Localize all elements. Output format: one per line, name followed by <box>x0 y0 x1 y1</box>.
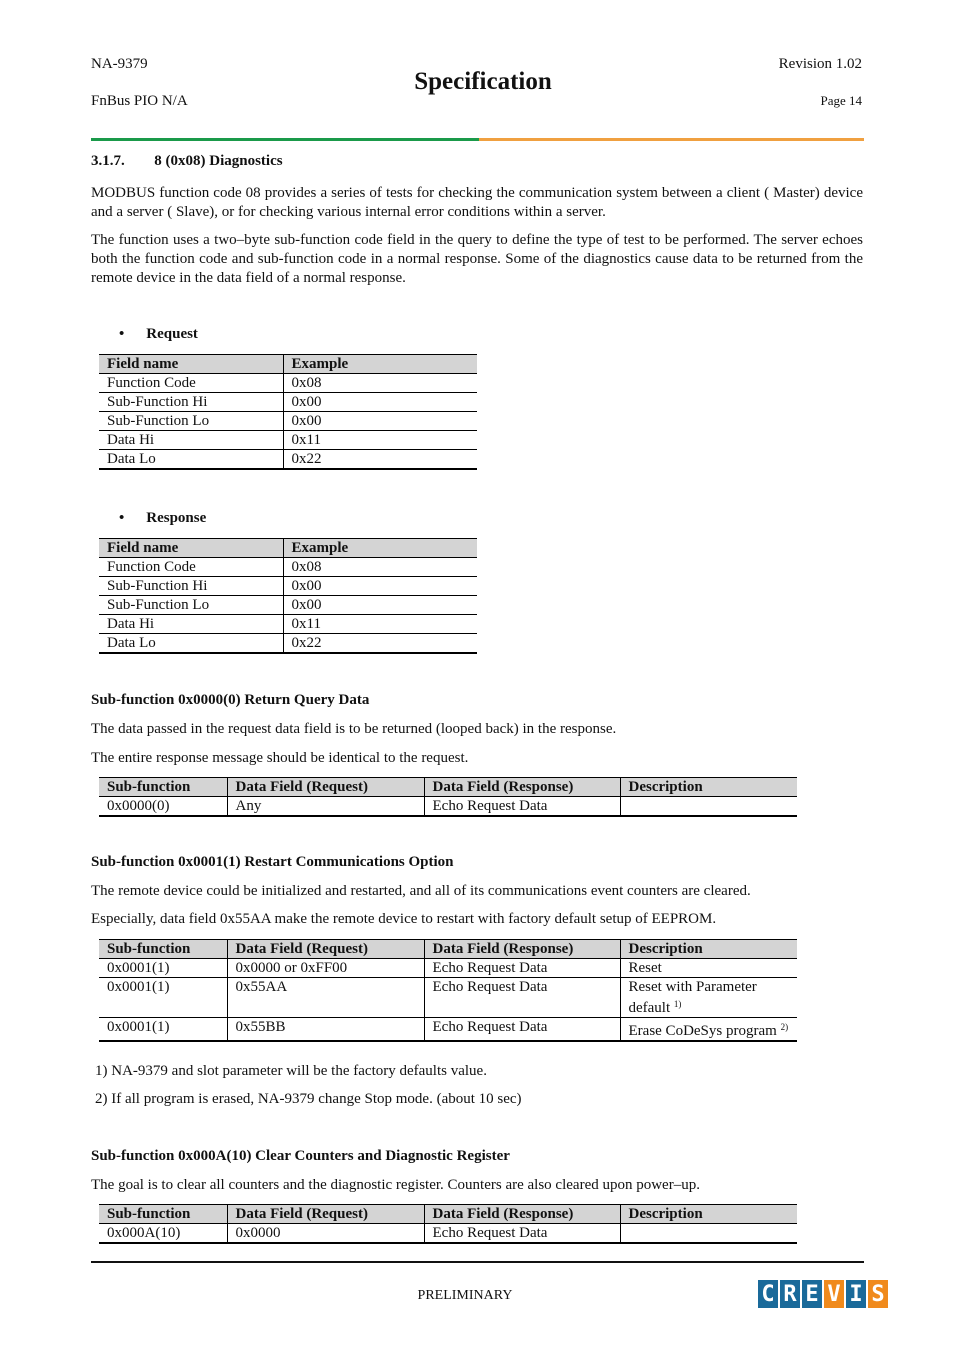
column-header: Field name <box>99 355 283 374</box>
logo-letter: S <box>868 1280 888 1308</box>
description-text: Reset with Parameter default <box>628 979 757 1016</box>
column-header: Example <box>283 539 477 558</box>
header-rule-green <box>91 138 479 141</box>
table-row <box>99 577 477 596</box>
table-cell: 0x55BB <box>227 1018 424 1042</box>
table-cell: 0x00 <box>283 393 477 412</box>
table-cell: 0x0000 <box>227 1224 424 1244</box>
column-header: Data Field (Response) <box>424 1205 620 1224</box>
footnote-1: 1) NA-9379 and slot parameter will be the factory defaults value. <box>95 1063 487 1079</box>
section-heading <box>91 153 283 170</box>
table-row <box>99 450 477 470</box>
table-row <box>99 634 477 654</box>
document-id: NA-9379 <box>91 56 148 72</box>
table-cell: 0x0000(0) <box>99 797 227 817</box>
column-header: Data Field (Response) <box>424 940 620 959</box>
section-number: 3.1.7. <box>91 153 125 169</box>
footnote-2: 2) If all program is erased, NA-9379 change Stop mode. (about 10 sec) <box>95 1091 522 1107</box>
table-row <box>99 978 797 1018</box>
column-header: Description <box>620 778 797 797</box>
table-row <box>99 797 797 817</box>
table-row <box>99 558 477 577</box>
footnote-ref: 2) <box>780 1022 789 1032</box>
table-cell: Sub-Function Hi <box>99 577 283 596</box>
response-table <box>99 538 477 654</box>
column-header: Sub-function <box>99 1205 227 1224</box>
request-bullet <box>119 326 198 343</box>
table-header-row <box>99 539 477 558</box>
sub1-paragraph-2: Especially, data field 0x55AA make the remote device to restart with factory default setup of EEPROM. <box>91 911 717 927</box>
request-label: Request <box>146 326 198 342</box>
table-cell: Data Hi <box>99 615 283 634</box>
table-cell: 0x00 <box>283 596 477 615</box>
table-cell <box>620 1018 797 1042</box>
table-cell: 0x22 <box>283 450 477 470</box>
logo-letter: V <box>824 1280 844 1308</box>
table-header-row <box>99 778 797 797</box>
table-cell: 0x000A(10) <box>99 1224 227 1244</box>
column-header: Data Field (Request) <box>227 940 424 959</box>
revision: Revision 1.02 <box>778 56 862 72</box>
header-rule-orange <box>479 138 864 141</box>
table-row <box>99 393 477 412</box>
table-row <box>99 412 477 431</box>
footer-status: PRELIMINARY <box>417 1288 513 1303</box>
footer-rule <box>91 1261 864 1263</box>
table-cell: Echo Request Data <box>424 1224 620 1244</box>
table-cell: 0x11 <box>283 431 477 450</box>
table-cell: Sub-Function Hi <box>99 393 283 412</box>
column-header: Example <box>283 355 477 374</box>
response-bullet <box>119 510 206 527</box>
column-header: Sub-function <box>99 778 227 797</box>
logo-letter: C <box>758 1280 778 1308</box>
table-row <box>99 1018 797 1042</box>
table-cell: Any <box>227 797 424 817</box>
table-cell: Echo Request Data <box>424 959 620 978</box>
sub1-paragraph-1: The remote device could be initialized and restarted, and all of its communications event counters are cleared. <box>91 883 751 899</box>
table-cell: Reset <box>620 959 797 978</box>
sub10-heading: Sub-function 0x000A(10) Clear Counters and Diagnostic Register <box>91 1148 510 1164</box>
section-paragraph-2: The function uses a two–byte sub-function code field in the query to define the type of test to be performed. The server echoes both the function code and sub-function code in a normal response. Some of the diagnostics cause data to be returned from the remote device in the data field of a normal response. <box>91 232 863 286</box>
table-cell: 0x00 <box>283 577 477 596</box>
column-header: Field name <box>99 539 283 558</box>
table-cell <box>620 1224 797 1244</box>
table-cell: 0x0001(1) <box>99 978 227 1018</box>
table-cell <box>620 797 797 817</box>
table-row <box>99 615 477 634</box>
column-header: Description <box>620 940 797 959</box>
table-cell: Sub-Function Lo <box>99 596 283 615</box>
table-cell: Function Code <box>99 374 283 393</box>
table-row <box>99 1224 797 1244</box>
table-row <box>99 959 797 978</box>
table-header-row <box>99 940 797 959</box>
table-cell: Echo Request Data <box>424 978 620 1018</box>
description-text: Erase CoDeSys program <box>628 1023 777 1039</box>
table-header-row <box>99 1205 797 1224</box>
table-cell: 0x55AA <box>227 978 424 1018</box>
sub0-paragraph-1: The data passed in the request data field is to be returned (looped back) in the response. <box>91 721 617 737</box>
table-cell: 0x08 <box>283 374 477 393</box>
logo-letter: I <box>846 1280 866 1308</box>
page-number: Page 14 <box>820 93 862 108</box>
table-cell: 0x11 <box>283 615 477 634</box>
column-header: Sub-function <box>99 940 227 959</box>
table-cell: Echo Request Data <box>424 797 620 817</box>
sub0-heading: Sub-function 0x0000(0) Return Query Data <box>91 692 370 708</box>
table-cell: 0x08 <box>283 558 477 577</box>
table-row <box>99 431 477 450</box>
table-row <box>99 596 477 615</box>
table-cell: 0x0001(1) <box>99 959 227 978</box>
sub10-paragraph-1: The goal is to clear all counters and the diagnostic register. Counters are also cleared upon power–up. <box>91 1177 700 1193</box>
table-cell <box>620 978 797 1018</box>
table-cell: 0x0000 or 0xFF00 <box>227 959 424 978</box>
column-header: Description <box>620 1205 797 1224</box>
table-row <box>99 374 477 393</box>
table-cell: Sub-Function Lo <box>99 412 283 431</box>
sub1-table <box>99 939 797 1042</box>
logo-letter: R <box>780 1280 800 1308</box>
column-header: Data Field (Response) <box>424 778 620 797</box>
table-cell: Echo Request Data <box>424 1018 620 1042</box>
section-title: 8 (0x08) Diagnostics <box>154 153 283 169</box>
sub0-paragraph-2: The entire response message should be identical to the request. <box>91 750 469 766</box>
product-name: FnBus PIO N/A <box>91 93 188 109</box>
request-table <box>99 354 477 470</box>
table-cell: 0x0001(1) <box>99 1018 227 1042</box>
table-cell: Data Hi <box>99 431 283 450</box>
sub1-heading: Sub-function 0x0001(1) Restart Communications Option <box>91 854 454 870</box>
column-header: Data Field (Request) <box>227 1205 424 1224</box>
sub0-table <box>99 777 797 817</box>
sub10-table <box>99 1204 797 1244</box>
bullet-icon: • <box>119 326 125 342</box>
logo-letter: E <box>802 1280 822 1308</box>
table-cell: Data Lo <box>99 634 283 654</box>
table-cell: 0x22 <box>283 634 477 654</box>
table-cell: Function Code <box>99 558 283 577</box>
column-header: Data Field (Request) <box>227 778 424 797</box>
response-label: Response <box>146 510 207 526</box>
bullet-icon: • <box>119 510 125 526</box>
table-cell: Data Lo <box>99 450 283 470</box>
crevis-logo <box>758 1280 888 1308</box>
table-header-row <box>99 355 477 374</box>
table-cell: 0x00 <box>283 412 477 431</box>
footnote-ref: 1) <box>673 999 682 1009</box>
section-paragraph-1: MODBUS function code 08 provides a series of tests for checking the communication system between a client ( Master) device and a server ( Slave), or for checking various internal error conditions within a server. <box>91 185 863 220</box>
page-title: Specification <box>414 68 552 95</box>
